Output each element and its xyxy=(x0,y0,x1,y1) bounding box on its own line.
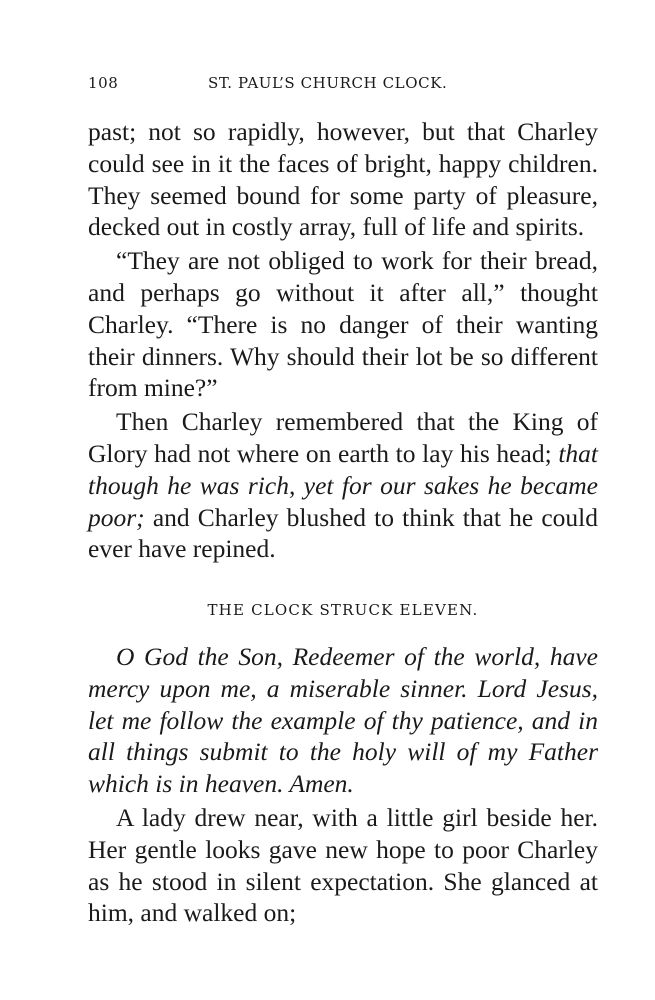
book-page xyxy=(88,70,598,929)
running-title: ST. PAUL’S CHURCH CLOCK. xyxy=(208,74,448,92)
paragraph-text: and Charley blushed to think that he could ever have repined. xyxy=(88,502,598,564)
paragraph-charley-thought: “They are not obliged to work for their bread, and perhaps go without it after all,” thought Charley. “There is no danger of their wanting their dinners. Why should their lot be so different from mine?” xyxy=(88,246,598,403)
paragraph-lady: A lady drew near, with a little girl beside her. Her gentle looks gave new hope to poor Charley as he stood in silent expectation. She glanced at him, and walked on; xyxy=(88,802,598,928)
body-text xyxy=(88,116,598,929)
prayer-paragraph: O God the Son, Redeemer of the world, have mercy upon me, a miserable sinner. Lord Jesus, let me follow the example of thy patience, and in all things submit to the holy will of my Father which is in heaven. Amen. xyxy=(88,641,598,799)
paragraph-text: Then Charley remembered that the King of Glory had not where on earth to lay his head; xyxy=(88,407,598,468)
paragraph-king-of-glory xyxy=(88,406,598,565)
paragraph-continuation: past; not so rapidly, however, but that Charley could see in it the faces of bright, happy children. They seemed bound for some party of pleasure, decked out in costly array, full of life and spirits. xyxy=(88,117,598,242)
scripture-quote: that though he was rich, yet for our sakes he became poor; xyxy=(88,438,598,532)
page-number: 108 xyxy=(88,74,119,92)
running-head xyxy=(88,70,598,98)
section-heading: THE CLOCK STRUCK ELEVEN. xyxy=(207,601,479,620)
